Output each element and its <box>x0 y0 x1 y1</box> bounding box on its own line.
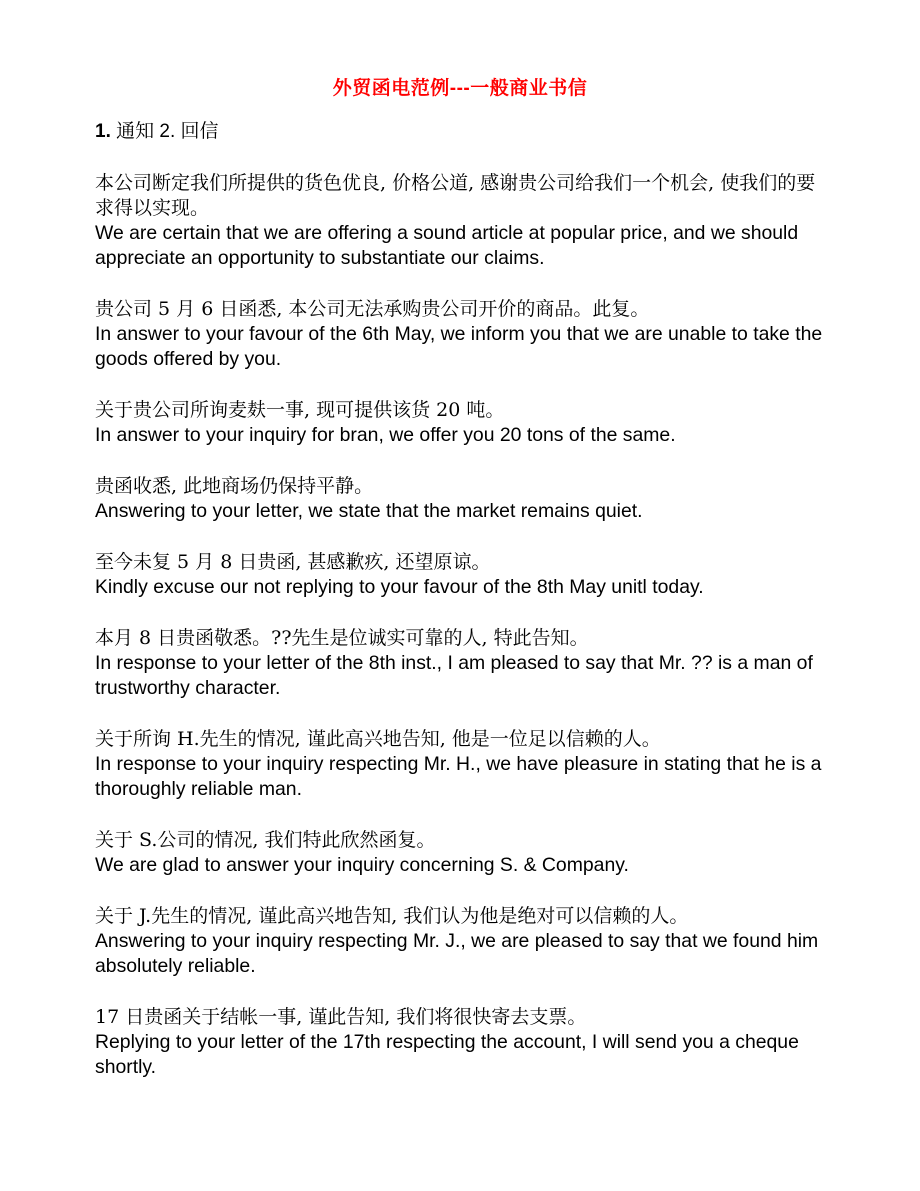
entry-english: In response to your inquiry respecting Mr. H., we have pleasure in stating that he is a thoroughly reliable man. <box>95 753 822 800</box>
entry <box>95 297 825 372</box>
entry-english: In answer to your favour of the 6th May, we inform you that we are unable to take the goods offered by you. <box>95 323 823 370</box>
entry-chinese: 本月 8 日贵函敬悉。??先生是位诚实可靠的人, 特此告知。 <box>95 627 589 649</box>
entry <box>95 550 825 600</box>
entry <box>95 398 825 448</box>
entry-english: Kindly excuse our not replying to your favour of the 8th May unitl today. <box>95 576 704 598</box>
entry <box>95 626 825 701</box>
entry-chinese: 关于 S.公司的情况, 我们特此欣然函复。 <box>95 829 436 851</box>
entry-chinese: 贵公司 5 月 6 日函悉, 本公司无法承购贵公司开价的商品。此复。 <box>95 298 650 320</box>
entry <box>95 727 825 802</box>
section-heading <box>95 120 219 144</box>
entry-english: Answering to your letter, we state that the market remains quiet. <box>95 500 643 522</box>
entry-chinese: 贵函收悉, 此地商场仍保持平静。 <box>95 475 374 497</box>
document-title: 外贸函电范例---一般商业书信 <box>332 78 588 99</box>
section-number: 1. <box>95 121 111 142</box>
entry-list <box>95 171 825 1106</box>
entry-chinese: 至今未复 5 月 8 日贵函, 甚感歉疚, 还望原谅。 <box>95 551 491 573</box>
entry <box>95 474 825 524</box>
entry-chinese: 本公司断定我们所提供的货色优良, 价格公道, 感谢贵公司给我们一个机会, 使我们的要求得以实现。 <box>95 172 816 219</box>
entry-chinese: 关于贵公司所询麦麸一事, 现可提供该货 20 吨。 <box>95 399 505 421</box>
entry-chinese: 关于所询 H.先生的情况, 谨此高兴地告知, 他是一位足以信赖的人。 <box>95 728 661 750</box>
entry-english: We are certain that we are offering a sound article at popular price, and we should appreciate an opportunity to substantiate our claims. <box>95 222 799 269</box>
entry <box>95 171 825 271</box>
entry <box>95 904 825 979</box>
entry-chinese: 17 日贵函关于结帐一事, 谨此告知, 我们将很快寄去支票。 <box>95 1006 587 1028</box>
entry <box>95 828 825 878</box>
entry-english: In response to your letter of the 8th inst., I am pleased to say that Mr. ?? is a man of trustworthy character. <box>95 652 813 699</box>
entry-english: Replying to your letter of the 17th respecting the account, I will send you a cheque shortly. <box>95 1031 799 1078</box>
section-label: 通知 2. 回信 <box>116 121 219 142</box>
entry <box>95 1005 825 1080</box>
entry-english: We are glad to answer your inquiry concerning S. & Company. <box>95 854 629 876</box>
entry-chinese: 关于 J.先生的情况, 谨此高兴地告知, 我们认为他是绝对可以信赖的人。 <box>95 905 689 927</box>
entry-english: In answer to your inquiry for bran, we offer you 20 tons of the same. <box>95 424 676 446</box>
entry-english: Answering to your inquiry respecting Mr. J., we are pleased to say that we found him absolutely reliable. <box>95 930 819 977</box>
